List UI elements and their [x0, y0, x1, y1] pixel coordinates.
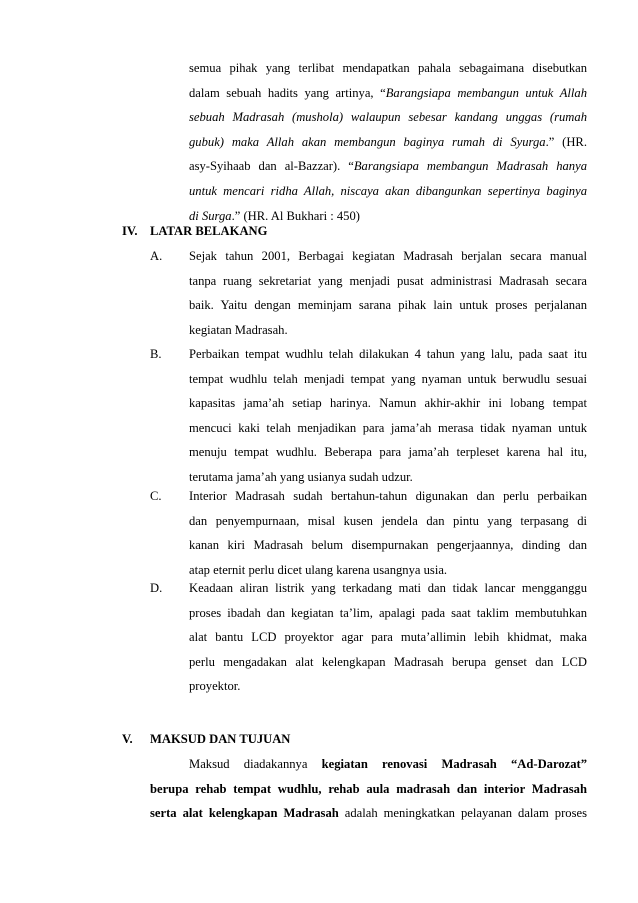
item-line: tanpa ruang sekretariat yang menjadi pusat administrasi Madrasah secara: [189, 273, 587, 288]
item-line: proses ibadah dan kegiatan ta’lim, apalagi pada saat taklim membutuhkan: [189, 605, 587, 620]
intro-text: dalam sebuah hadits yang artinya, “: [189, 85, 386, 100]
intro-line: [189, 154, 587, 179]
item-line: perlu mengadakan alat kelengkapan Madrasah berupa genset dan LCD: [189, 654, 587, 669]
item-line: kanan kiri Madrasah belum disempurnakan pengerjaannya, dinding dan: [189, 538, 587, 553]
item-line: Keadaan aliran listrik yang terkadang mati dan tidak lancar mengganggu: [189, 581, 587, 595]
list-item: [189, 576, 587, 699]
item-line: dan penyempurnaan, misal kusen jendela dan pintu yang terpasang di: [189, 513, 587, 528]
intro-line: [189, 179, 587, 204]
body-text: Maksud diadakannya: [189, 757, 322, 771]
section-number: V.: [122, 732, 133, 746]
body-line: [150, 801, 587, 826]
item-line: proyektor.: [189, 679, 241, 694]
intro-line: [189, 130, 587, 155]
item-line: baik. Yaitu dengan meminjam sarana pihak lain untuk proses perjalanan: [189, 298, 587, 313]
item-letter: C.: [150, 489, 162, 503]
list-item: [189, 244, 587, 342]
body-line: [150, 752, 587, 777]
item-letter: D.: [150, 581, 163, 595]
body-bold-text: serta alat kelengkapan Madrasah: [150, 806, 339, 821]
hadith-quote: gubuk) maka Allah akan membangun baginya rumah di Syurga: [189, 134, 546, 149]
item-line: mencuci kaki telah menjadikan para jama’ah merasa tidak nyaman untuk: [189, 420, 587, 435]
hadith-quote: di Surga: [189, 208, 232, 223]
hadith-quote: sebuah Madrasah (mushola) walaupun sebesar kandang unggas (rumah: [189, 110, 587, 125]
body-text: adalah meningkatkan pelayanan dalam proses: [338, 806, 587, 821]
body-bold-text: kegiatan renovasi Madrasah “Ad-Darozat”: [321, 757, 587, 771]
list-item: [189, 342, 587, 490]
body-line: berupa rehab tempat wudhlu, rehab aula madrasah dan interior Madrasah: [150, 781, 587, 796]
intro-text: .” (HR.: [545, 134, 587, 149]
intro-paragraph: [189, 56, 587, 228]
intro-line: semua pihak yang terlibat mendapatkan pahala sebagaimana disebutkan: [189, 61, 587, 75]
section-number: IV.: [122, 224, 138, 238]
section-title: MAKSUD DAN TUJUAN: [150, 732, 291, 746]
item-line: kegiatan Madrasah.: [189, 322, 288, 337]
item-letter: A.: [150, 249, 163, 263]
item-line: Interior Madrasah sudah bertahun-tahun digunakan dan perlu perbaikan: [189, 489, 587, 503]
item-line: atap eternit perlu dicet ulang karena usangnya usia.: [189, 562, 448, 577]
intro-text: .” (HR. Al Bukhari : 450): [231, 208, 360, 223]
hadith-quote: untuk mencari ridha Allah, niscaya akan dibangunkan sepertinya baginya: [189, 183, 587, 198]
hadith-quote: Barangsiapa membangun Madrasah hanya: [353, 159, 587, 174]
section-title: LATAR BELAKANG: [150, 224, 268, 238]
list-item: [189, 484, 587, 582]
item-line: menuju tempat wudhlu. Beberapa para jama’ah terpleset karena hal itu,: [189, 445, 587, 460]
item-line: kapasitas jama’ah setiap harinya. Namun akhir-akhir ini lobang tempat: [189, 396, 587, 411]
item-line: Perbaikan tempat wudhlu telah dilakukan 4 tahun yang lalu, pada saat itu: [189, 347, 587, 361]
item-line: Sejak tahun 2001, Berbagai kegiatan Madrasah berjalan secara manual: [189, 249, 587, 263]
item-line: tempat wudhlu telah menjadi tempat yang nyaman untuk berwudlu sesuai: [189, 371, 587, 386]
intro-text: asy-Syihaab dan al-Bazzar). “: [189, 159, 354, 174]
intro-line: [189, 105, 587, 130]
section-body: [150, 752, 587, 826]
hadith-quote: Barangsiapa membangun untuk Allah: [385, 85, 587, 100]
intro-line: [189, 81, 587, 106]
item-letter: B.: [150, 347, 162, 361]
item-line: alat bantu LCD proyektor agar para muta’allimin lebih khidmat, maka: [189, 630, 587, 645]
item-line: terutama jama’ah yang usianya sudah udzur.: [189, 469, 413, 484]
